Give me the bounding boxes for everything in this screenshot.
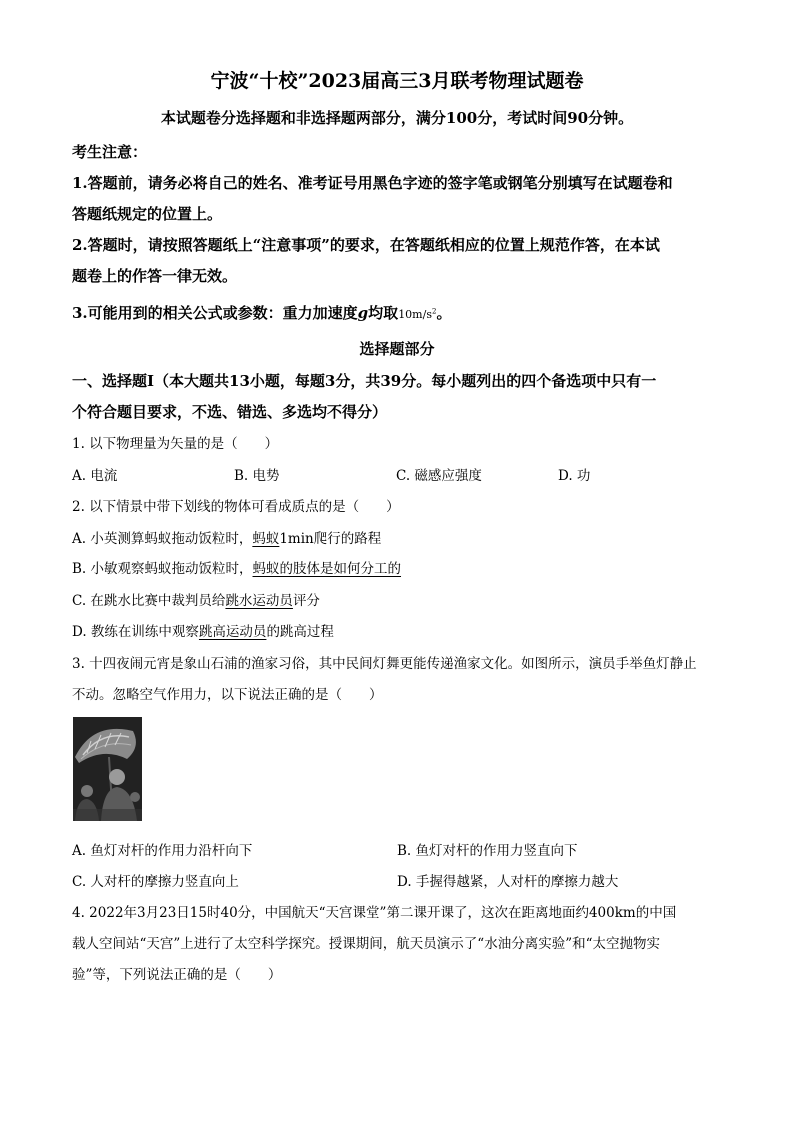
question-3-option-d: D. 手握得越紧，人对杆的摩擦力越大 [397,874,619,890]
question-2-option-b-underlined: 蚂蚁的肢体是如何分工的 [252,561,402,577]
gravity-symbol: g [357,304,369,322]
notice-item-3-prefix: 3.可能用到的相关公式或参数：重力加速度 [72,304,358,322]
notice-item-2-line-1: 2.答题时，请按照答题纸上“注意事项”的要求，在答题纸相应的位置上规范作答，在本试 [72,236,660,254]
question-2-option-c [72,589,320,609]
question-3-stem-line-1: 3. 十四夜闹元宵是象山石浦的渔家习俗，其中民间灯舞更能传递渔家文化。如图所示，演员手举鱼灯静止 [72,656,697,672]
page-title: 宁波“十校”2023届高三3月联考物理试题卷 [210,70,584,92]
question-2-option-d-post: 的跳高过程 [266,624,334,640]
notice-item-2-line-2: 题卷上的作答一律无效。 [72,267,238,285]
part1-instructions-line-1: 一、选择题Ⅰ（本大题共13小题，每题3分，共39分。每小题列出的四个备选项中只有一 [72,372,657,390]
question-2-option-b-pre: B. 小敏观察蚂蚁拖动饭粒时， [72,561,253,577]
fish-lantern-photo-drawing [73,717,142,821]
question-4-stem-line-3: 验”等，下列说法正确的是（ ） [72,967,282,983]
question-2-option-d-pre: D. 教练在训练中观察 [72,624,199,640]
question-2-option-c-post: 评分 [292,593,320,609]
section-title: 选择题部分 [359,340,435,358]
question-2-stem: 2. 以下情景中带下划线的物体可看成质点的是（ ） [72,499,400,515]
notice-item-1-line-1: 1.答题前，请务必将自己的姓名、准考证号用黑色字迹的签字笔或钢笔分别填写在试题卷和 [72,174,673,192]
question-1-stem: 1. 以下物理量为矢量的是（ ） [72,436,279,452]
question-1-option-d: D. 功 [558,468,591,484]
question-3-option-c: C. 人对杆的摩擦力竖直向上 [72,874,239,890]
question-2-option-d-underlined: 跳高运动员 [198,624,267,640]
notice-item-3 [72,302,451,323]
question-4-stem-line-2: 载人空间站“天宫”上进行了太空科学探究。授课期间，航天员演示了“水油分离实验”和“太空抛物实 [72,936,661,952]
fish-lantern-photo [73,717,142,821]
question-1-option-a: A. 电流 [72,468,118,484]
question-2-option-a-underlined: 蚂蚁 [252,531,280,547]
question-2-option-a-pre: A. 小英测算蚂蚁拖动饭粒时， [72,531,253,547]
question-2-option-d [72,620,334,640]
question-1-option-c: C. 磁感应强度 [396,468,482,484]
part1-instructions-line-2: 个符合题目要求，不选、错选、多选均不得分） [72,403,388,421]
exam-subtitle: 本试题卷分选择题和非选择题两部分，满分100分，考试时间90分钟。 [160,109,634,127]
question-3-stem-line-2: 不动。忽略空气作用力，以下说法正确的是（ ） [72,687,383,703]
question-2-option-b [72,557,401,577]
gravity-unit-text: 10m/s [398,308,432,321]
gravity-unit-exponent: 2 [431,307,437,316]
performer-head [109,769,125,785]
question-2-option-a [72,527,381,547]
question-3-option-a: A. 鱼灯对杆的作用力沿杆向下 [72,843,253,859]
notice-item-3-mid: 均取 [368,304,399,322]
question-1-option-b: B. 电势 [234,468,280,484]
question-3-option-b: B. 鱼灯对杆的作用力竖直向下 [397,843,578,859]
question-2-option-c-pre: C. 在跳水比赛中裁判员给 [72,593,226,609]
gravity-unit [398,308,436,321]
question-2-option-a-post: 1min爬行的路程 [279,531,382,547]
question-4-stem-line-1: 4. 2022年3月23日15时40分，中国航天“天宫课堂”第二课开课了，这次在距离地面约400km的中国 [72,905,677,921]
notice-item-3-end: 。 [436,304,452,322]
question-2-option-c-underlined: 跳水运动员 [225,593,293,609]
notice-heading: 考生注意： [72,143,148,161]
notice-item-1-line-2: 答题纸规定的位置上。 [72,205,223,223]
